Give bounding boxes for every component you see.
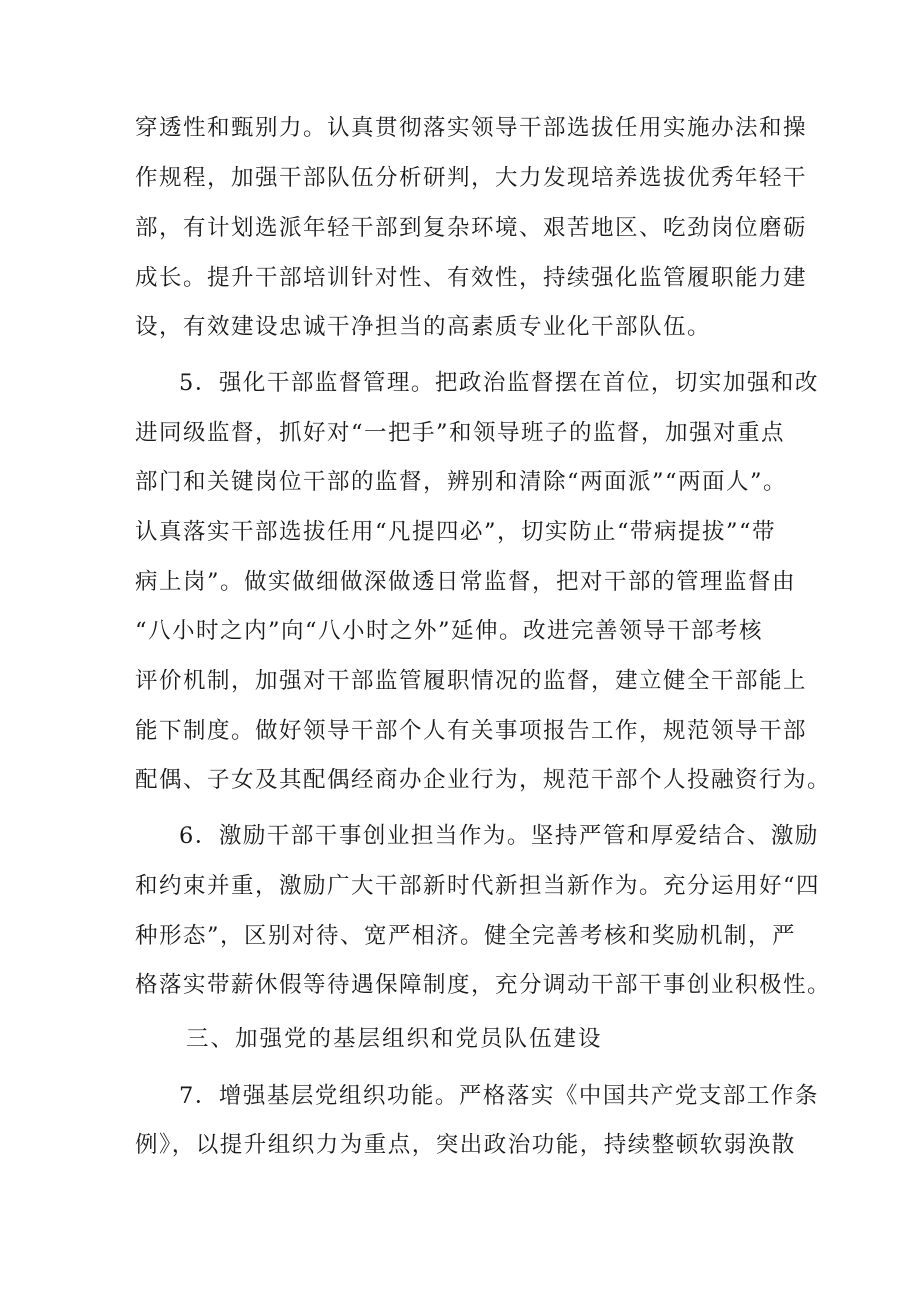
text-line: 评价机制，加强对干部监管履职情况的监督，建立健全干部能上 bbox=[135, 668, 808, 694]
text-line: 进同级监督，抓好对“一把手”和领导班子的监督，加强对重点 bbox=[135, 420, 786, 446]
text-line: 部，有计划选派年轻干部到复杂环境、艰苦地区、吃劲岗位磨砺 bbox=[135, 215, 808, 241]
text-line: 认真落实干部选拔任用“凡提四必”，切实防止“带病提拔”“带 bbox=[135, 519, 777, 545]
text-line: “八小时之内”向“八小时之外”延伸。改进完善领导干部考核 bbox=[135, 618, 764, 644]
paragraph-first-line: 5．强化干部监督管理。把政治监督摆在首位，切实加强和改 bbox=[179, 370, 819, 396]
paragraph-first-line: 6．激励干部干事创业担当作为。坚持严管和厚爱结合、激励 bbox=[179, 823, 819, 849]
section-heading-text: 三、加强党的基层组织和党员队伍建设 bbox=[186, 1026, 603, 1052]
text-line: 设，有效建设忠诚干净担当的高素质专业化干部队伍。 bbox=[135, 314, 712, 340]
text-line: 病上岗”。做实做细做深做透日常监督，把对干部的管理监督由 bbox=[135, 569, 797, 595]
text-line: 配偶、子女及其配偶经商办企业行为，规范干部个人投融资行为。 bbox=[135, 767, 832, 793]
text-line: 格落实带薪休假等待遇保障制度，充分调动干部干事创业积极性。 bbox=[135, 972, 832, 998]
text-line: 和约束并重，激励广大干部新时代新担当新作为。充分运用好“四 bbox=[135, 873, 821, 899]
text-line: 能下制度。做好领导干部个人有关事项报告工作，规范领导干部 bbox=[135, 718, 808, 744]
text-line: 作规程，加强干部队伍分析研判，大力发现培养选拔优秀年轻干 bbox=[135, 165, 808, 191]
text-line: 部门和关键岗位干部的监督，辨别和清除“两面派”“两面人”。 bbox=[135, 469, 788, 495]
paragraph-first-line: 7．增强基层党组织功能。严格落实《中国共产党支部工作条 bbox=[179, 1083, 819, 1109]
text-line: 穿透性和甄别力。认真贯彻落实领导干部选拔任用实施办法和操 bbox=[135, 115, 808, 141]
text-line: 成长。提升干部培训针对性、有效性，持续强化监管履职能力建 bbox=[135, 265, 808, 291]
text-line: 例》，以提升组织力为重点，突出政治功能，持续整顿软弱涣散 bbox=[135, 1132, 796, 1158]
text-line: 种形态”，区别对待、宽严相济。健全完善考核和奖励机制，严 bbox=[135, 923, 797, 949]
